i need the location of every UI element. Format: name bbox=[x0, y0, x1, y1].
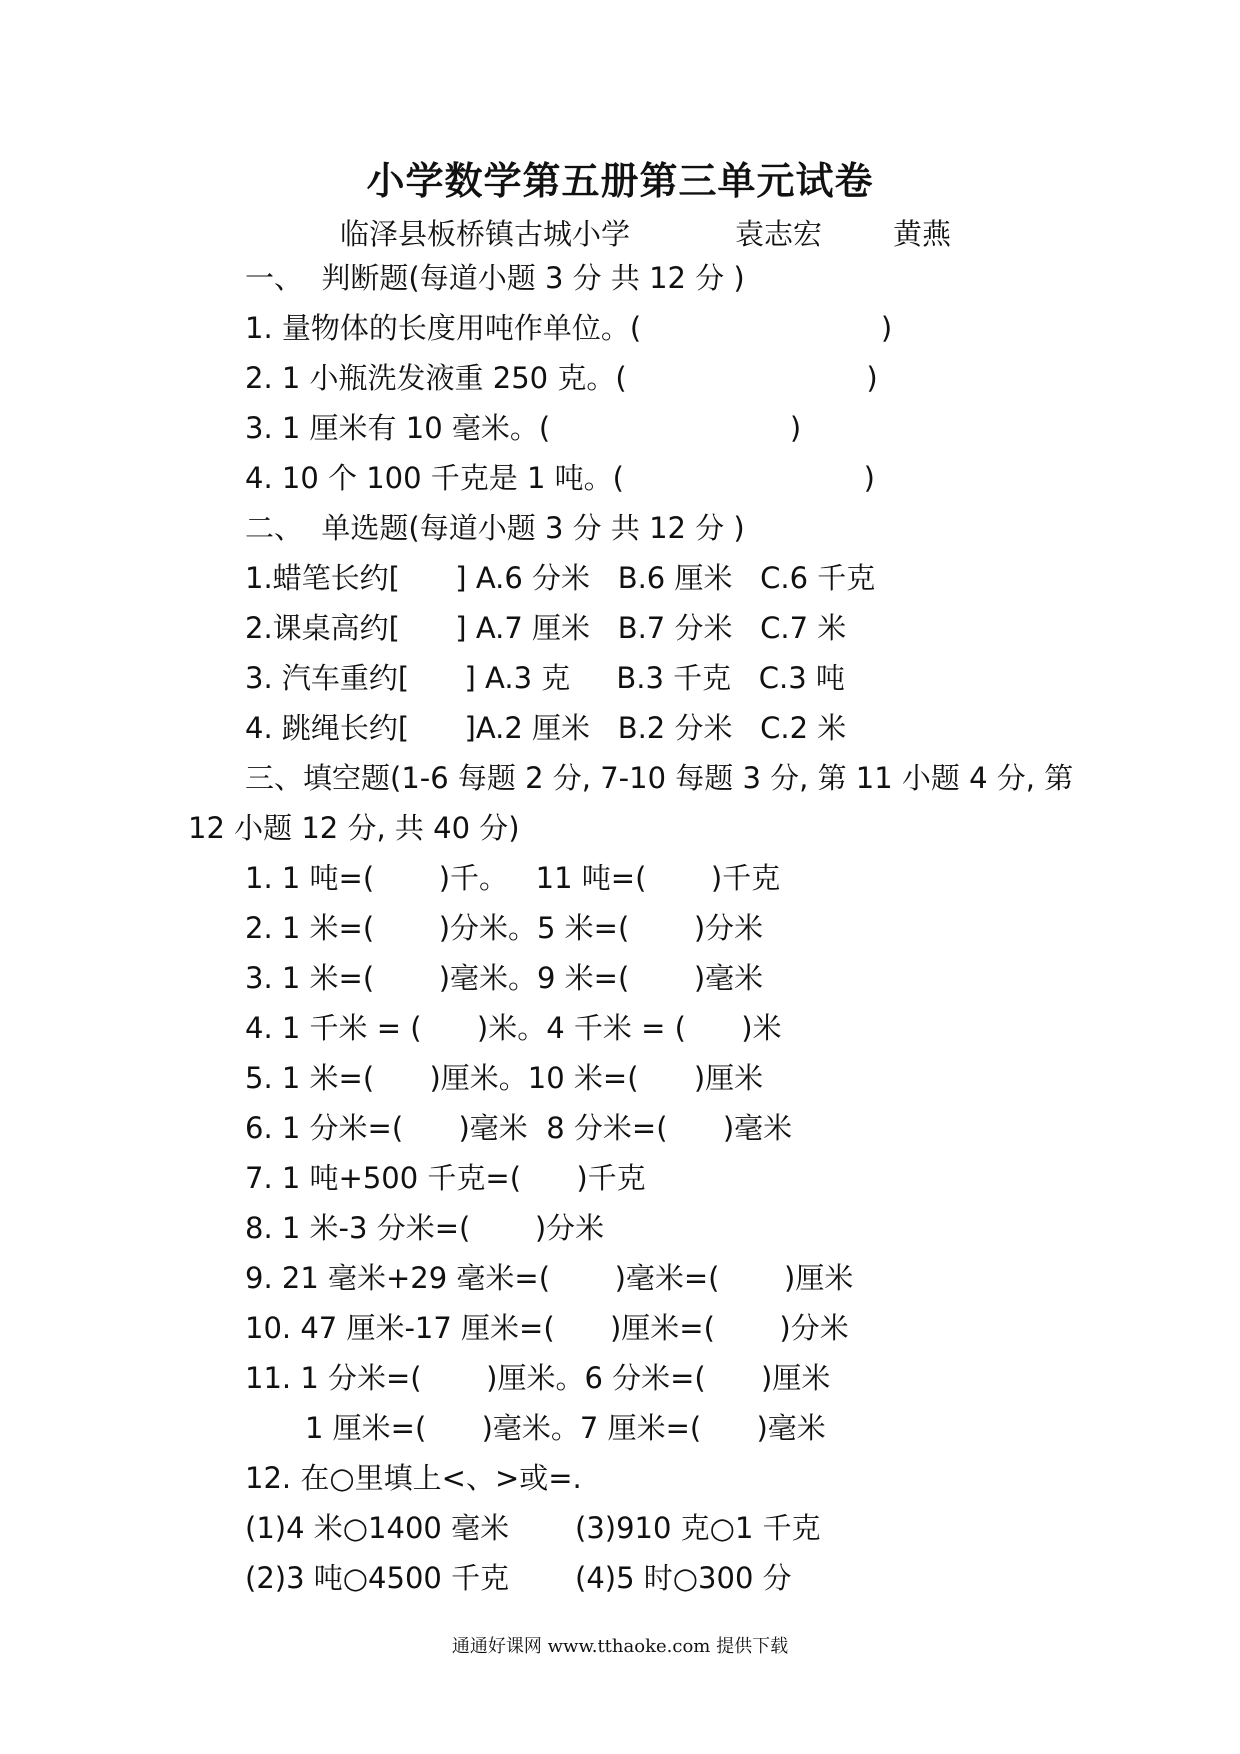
compare-item: (4)5 时○300 分 bbox=[575, 1561, 792, 1595]
compare-item: (3)910 克○1 千克 bbox=[575, 1511, 821, 1545]
question-item: 1. 1 吨=( )千。 11 吨=( )千克 bbox=[245, 861, 781, 895]
question-item: 3. 1 米=( )毫米。9 米=( )毫米 bbox=[245, 961, 764, 995]
question-item: 3. 1 厘米有 10 毫米。( ) bbox=[245, 411, 802, 445]
question-item: 2. 1 米=( )分米。5 米=( )分米 bbox=[245, 911, 764, 945]
section-3-heading: 三、填空题(1-6 每题 2 分, 7-10 每题 3 分, 第 11 小题 4 分, 第 bbox=[245, 761, 1074, 795]
question-item: 6. 1 分米=( )毫米 8 分米=( )毫米 bbox=[245, 1111, 793, 1145]
author-name-1: 袁志宏 bbox=[735, 217, 823, 251]
question-item: 1. 量物体的长度用吨作单位。( ) bbox=[245, 311, 893, 345]
question-item: 2. 1 小瓶洗发液重 250 克。( ) bbox=[245, 361, 878, 395]
question-item: 4. 1 千米 = ( )米。4 千米 = ( )米 bbox=[245, 1011, 782, 1045]
question-item: 10. 47 厘米-17 厘米=( )厘米=( )分米 bbox=[245, 1311, 849, 1345]
question-item: 1.蜡笔长约[ ] A.6 分米 B.6 厘米 C.6 千克 bbox=[245, 561, 876, 595]
page-title: 小学数学第五册第三单元试卷 bbox=[366, 159, 874, 203]
footer-note: 通通好课网 www.tthaoke.com 提供下载 bbox=[451, 1636, 789, 1657]
question-item: 7. 1 吨+500 千克=( )千克 bbox=[245, 1161, 646, 1195]
question-item: 8. 1 米-3 分米=( )分米 bbox=[245, 1211, 605, 1245]
author-name-2: 黄燕 bbox=[893, 217, 952, 251]
section-3-heading-continued: 12 小题 12 分, 共 40 分) bbox=[188, 811, 520, 845]
section-2-heading: 二、 单选题(每道小题 3 分 共 12 分 ) bbox=[245, 511, 745, 545]
compare-item: (1)4 米○1400 毫米 bbox=[245, 1511, 510, 1545]
question-item: 4. 跳绳长约[ ]A.2 厘米 B.2 分米 C.2 米 bbox=[245, 711, 847, 745]
question-item: 2.课桌高约[ ] A.7 厘米 B.7 分米 C.7 米 bbox=[245, 611, 847, 645]
section-1-heading: 一、 判断题(每道小题 3 分 共 12 分 ) bbox=[245, 261, 745, 295]
question-item: 1 厘米=( )毫米。7 厘米=( )毫米 bbox=[305, 1411, 826, 1445]
question-item: 5. 1 米=( )厘米。10 米=( )厘米 bbox=[245, 1061, 764, 1095]
compare-item: (2)3 吨○4500 千克 bbox=[245, 1561, 510, 1595]
question-item: 12. 在○里填上<、>或=. bbox=[245, 1461, 582, 1495]
school-name: 临泽县板桥镇古城小学 bbox=[340, 217, 631, 251]
question-item: 9. 21 毫米+29 毫米=( )毫米=( )厘米 bbox=[245, 1261, 854, 1295]
question-item: 4. 10 个 100 千克是 1 吨。( ) bbox=[245, 461, 875, 495]
question-item: 11. 1 分米=( )厘米。6 分米=( )厘米 bbox=[245, 1361, 831, 1395]
question-item: 3. 汽车重约[ ] A.3 克 B.3 千克 C.3 吨 bbox=[245, 661, 845, 695]
